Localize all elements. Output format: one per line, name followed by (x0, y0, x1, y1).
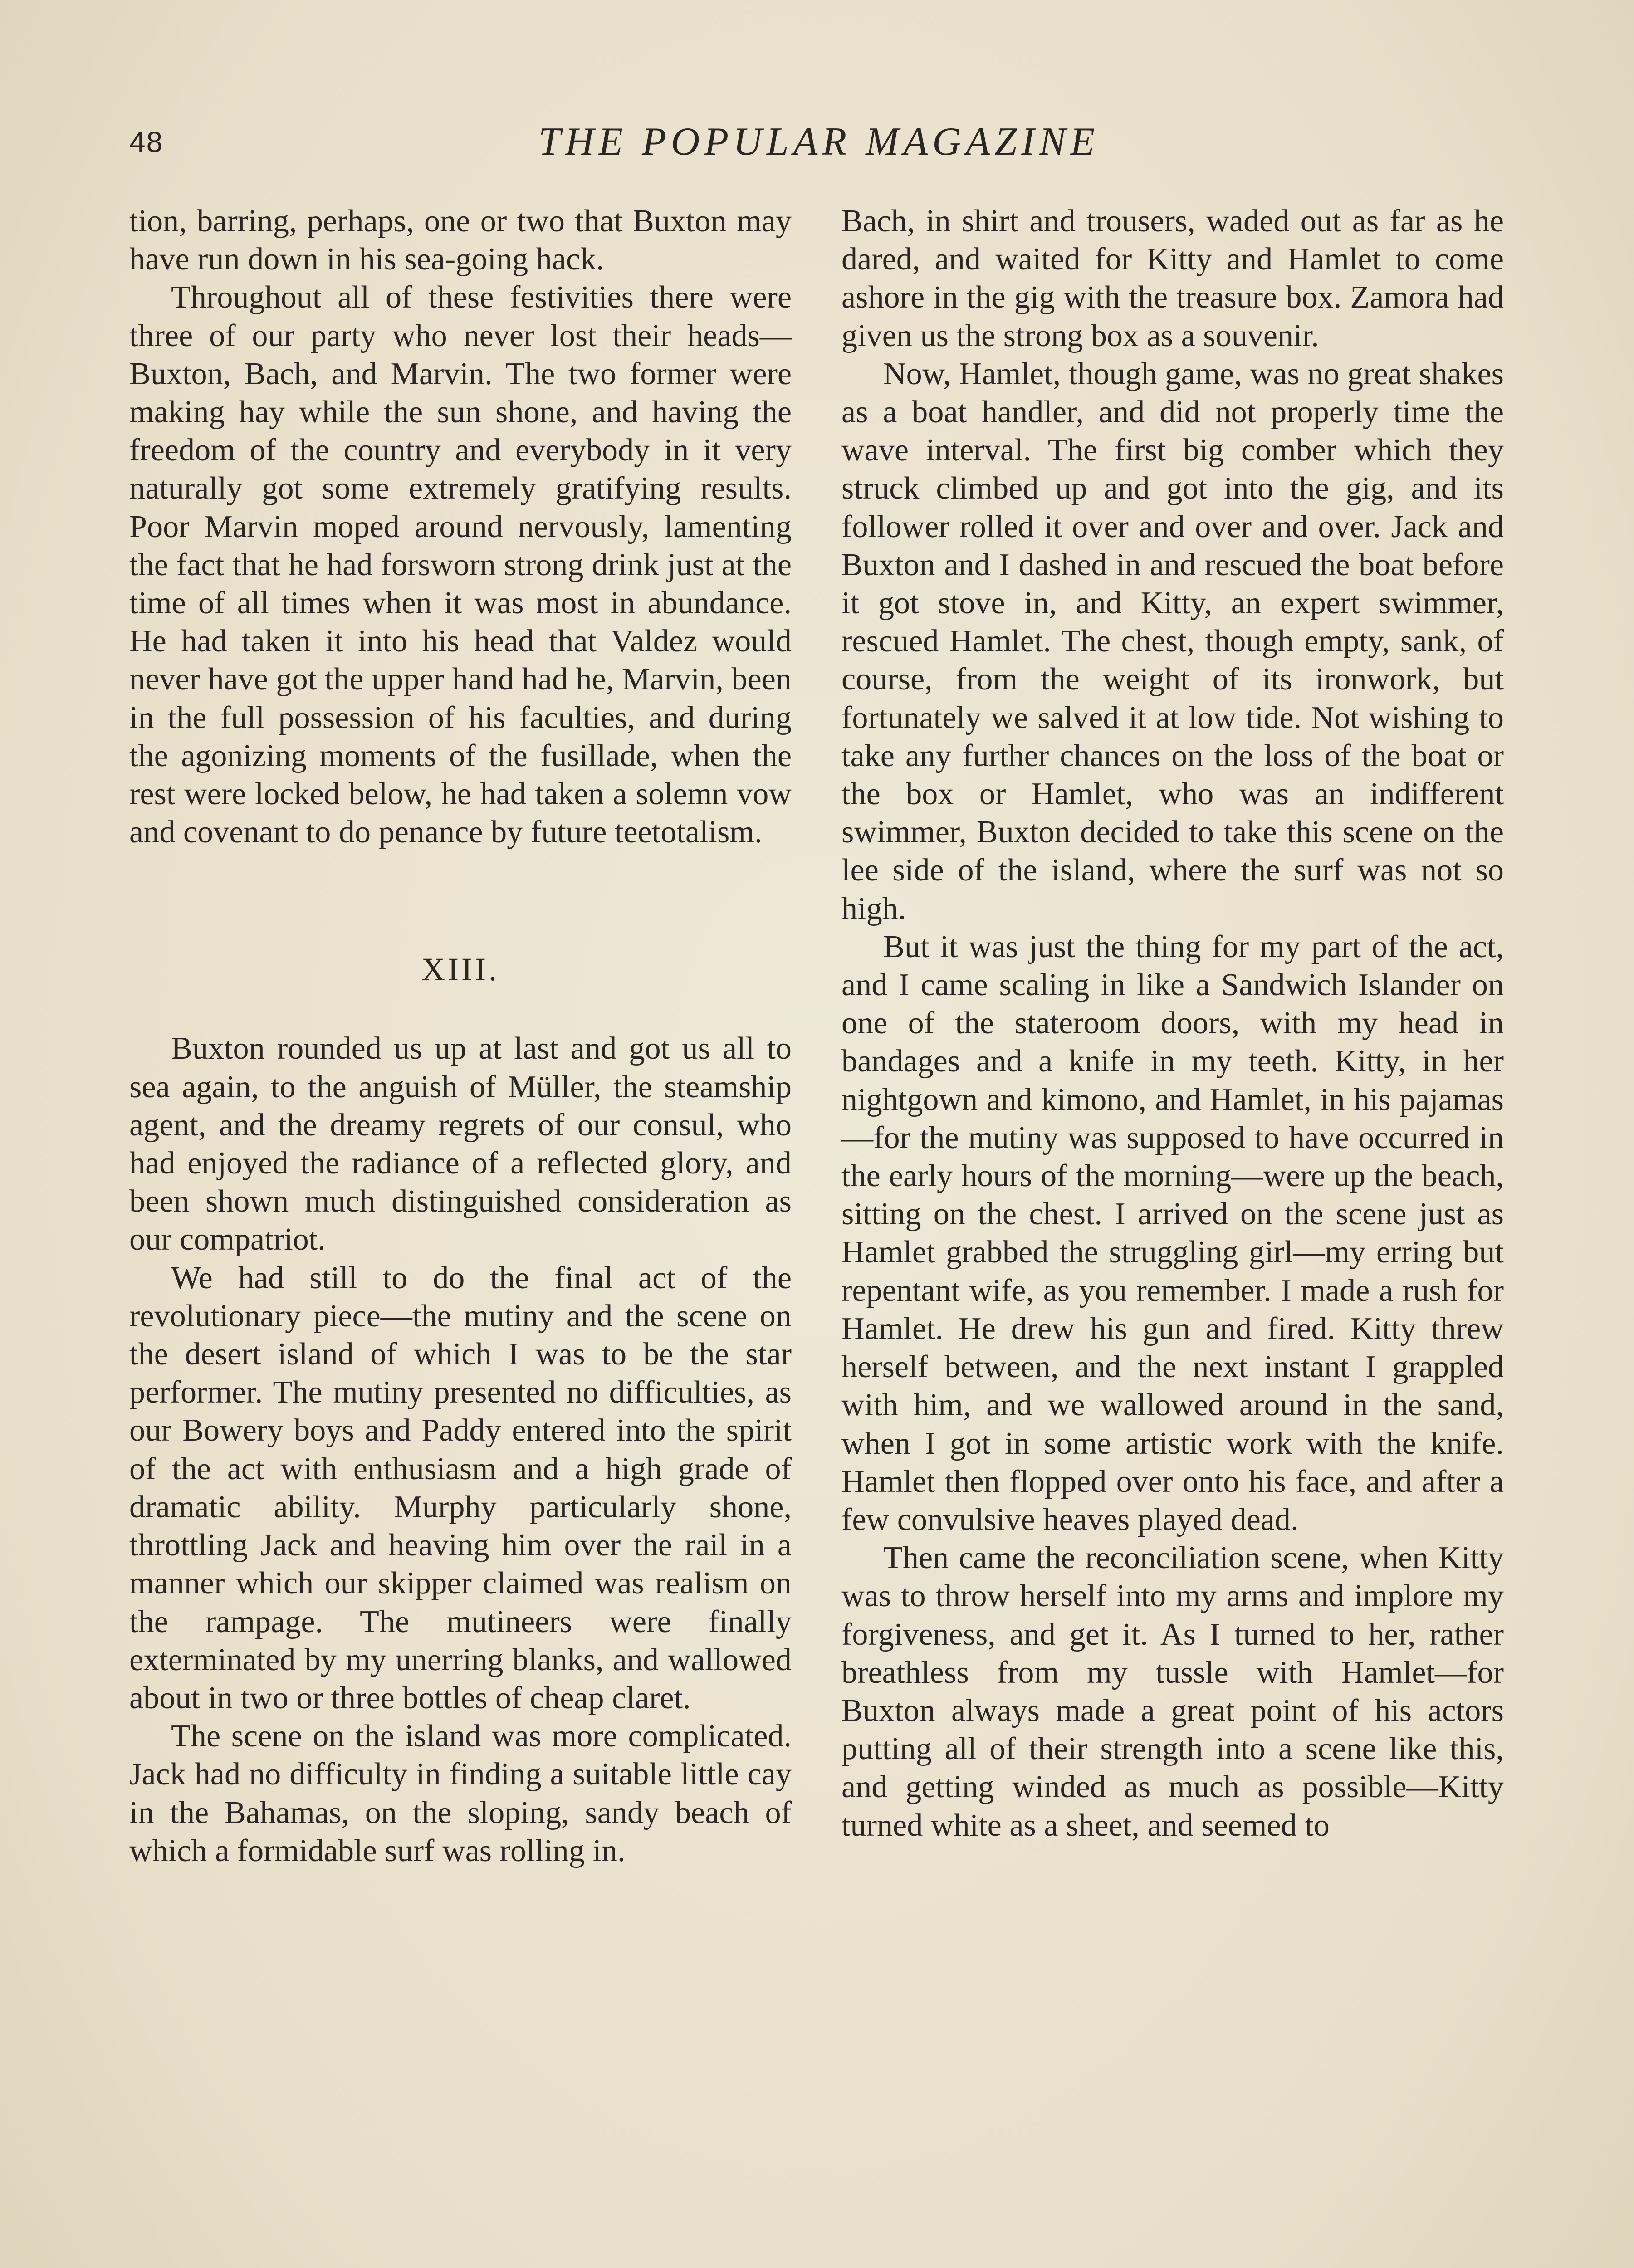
paragraph: Then came the reconciliation scene, when Kitty was to throw herself into my arms and implore my forgiveness, and get it. As I turned to her, rather breathless from my tussle with Hamlet—for Buxton always made a great point of his actors putting all of their strength into a scene like this, and getting winded as much as possible—Kitty turned white as a sheet, and seemed to (841, 1540, 1504, 1843)
paragraph: Buxton rounded us up at last and got us all to sea again, to the anguish of Müller, the steamship agent, and the dreamy regrets of our consul, who had enjoyed the radiance of a reflected glory, and been shown much distinguished consideration as our compatriot. (129, 1031, 792, 1257)
right-column (841, 202, 1504, 1844)
paragraph: But it was just the thing for my part of the act, and I came scaling in like a Sandwich Islander on one of the stateroom doors, with my head in bandages and a knife in my teeth. Kitty, in her nightgown and kimono, and Hamlet, in his pajamas—for the mutiny was supposed to have occurred in the early hours of the morning—were up the beach, sitting on the chest. I arrived on the scene just as Hamlet grabbed the struggling girl—my erring but repentant wife, as you remember. I made a rush for Hamlet. He drew his gun and fired. Kitty threw herself between, and the next instant I grappled with him, and we wallowed around in the sand, when I got in some artistic work with the knife. Hamlet then flopped over onto his face, and after a few convulsive heaves played dead. (841, 929, 1504, 1537)
left-column (129, 202, 792, 1870)
running-title: THE POPULAR MAGAZINE (538, 120, 1100, 164)
page-number: 48 (129, 126, 164, 158)
paragraph: tion, barring, perhaps, one or two that Buxton may have run down in his sea-going hack. (129, 203, 792, 277)
paragraph: Now, Hamlet, though game, was no great shakes as a boat handler, and did not properly time the wave interval. The first big comber which they struck climbed up and got into the gig, and its follower rolled it over and over and over. Jack and Buxton and I dashed in and rescued the boat before it got stove in, and Kitty, an expert swimmer, rescued Hamlet. The chest, though empty, sank, of course, from the weight of its ironwork, but fortunately we salved it at low tide. Not wishing to take any further chances on the loss of the boat or the box or Hamlet, who was an indifferent swimmer, Buxton decided to take this scene on the lee side of the island, where the surf was not so high. (841, 356, 1504, 926)
page-header (129, 119, 1508, 169)
section-heading: XIII. (421, 951, 499, 988)
paragraph: We had still to do the final act of the revolutionary piece—the mutiny and the scene on the desert island of which I was to be the star performer. The mutiny presented no difficulties, as our Bowery boys and Paddy entered into the spirit of the act with enthusiasm and a high grade of dramatic ability. Murphy particularly shone, throttling Jack and heaving him over the rail in a manner which our skipper claimed was realism on the rampage. The mutineers were finally exterminated by my unerring blanks, and wallowed about in two or three bottles of cheap claret. (129, 1260, 792, 1716)
paragraph: Throughout all of these festivities there were three of our party who never lost their heads—Buxton, Bach, and Marvin. The two former were making hay while the sun shone, and having the freedom of the country and everybody in it very naturally got some extremely gratifying results. Poor Marvin moped around nervously, lamenting the fact that he had forsworn strong drink just at the time of all times when it was most in abundance. He had taken it into his head that Valdez would never have got the upper hand had he, Marvin, been in the full possession of his faculties, and during the agonizing moments of the fusillade, when the rest were locked below, he had taken a solemn vow and covenant to do penance by future teetotalism. (129, 279, 792, 850)
paragraph: The scene on the island was more complicated. Jack had no difficulty in finding a suitable little cay in the Bahamas, on the sloping, sandy beach of which a formidable surf was rolling in. (129, 1718, 792, 1868)
paragraph: Bach, in shirt and trousers, waded out as far as he dared, and waited for Kitty and Hamlet to come ashore in the gig with the treasure box. Zamora had given us the strong box as a souvenir. (841, 203, 1504, 353)
